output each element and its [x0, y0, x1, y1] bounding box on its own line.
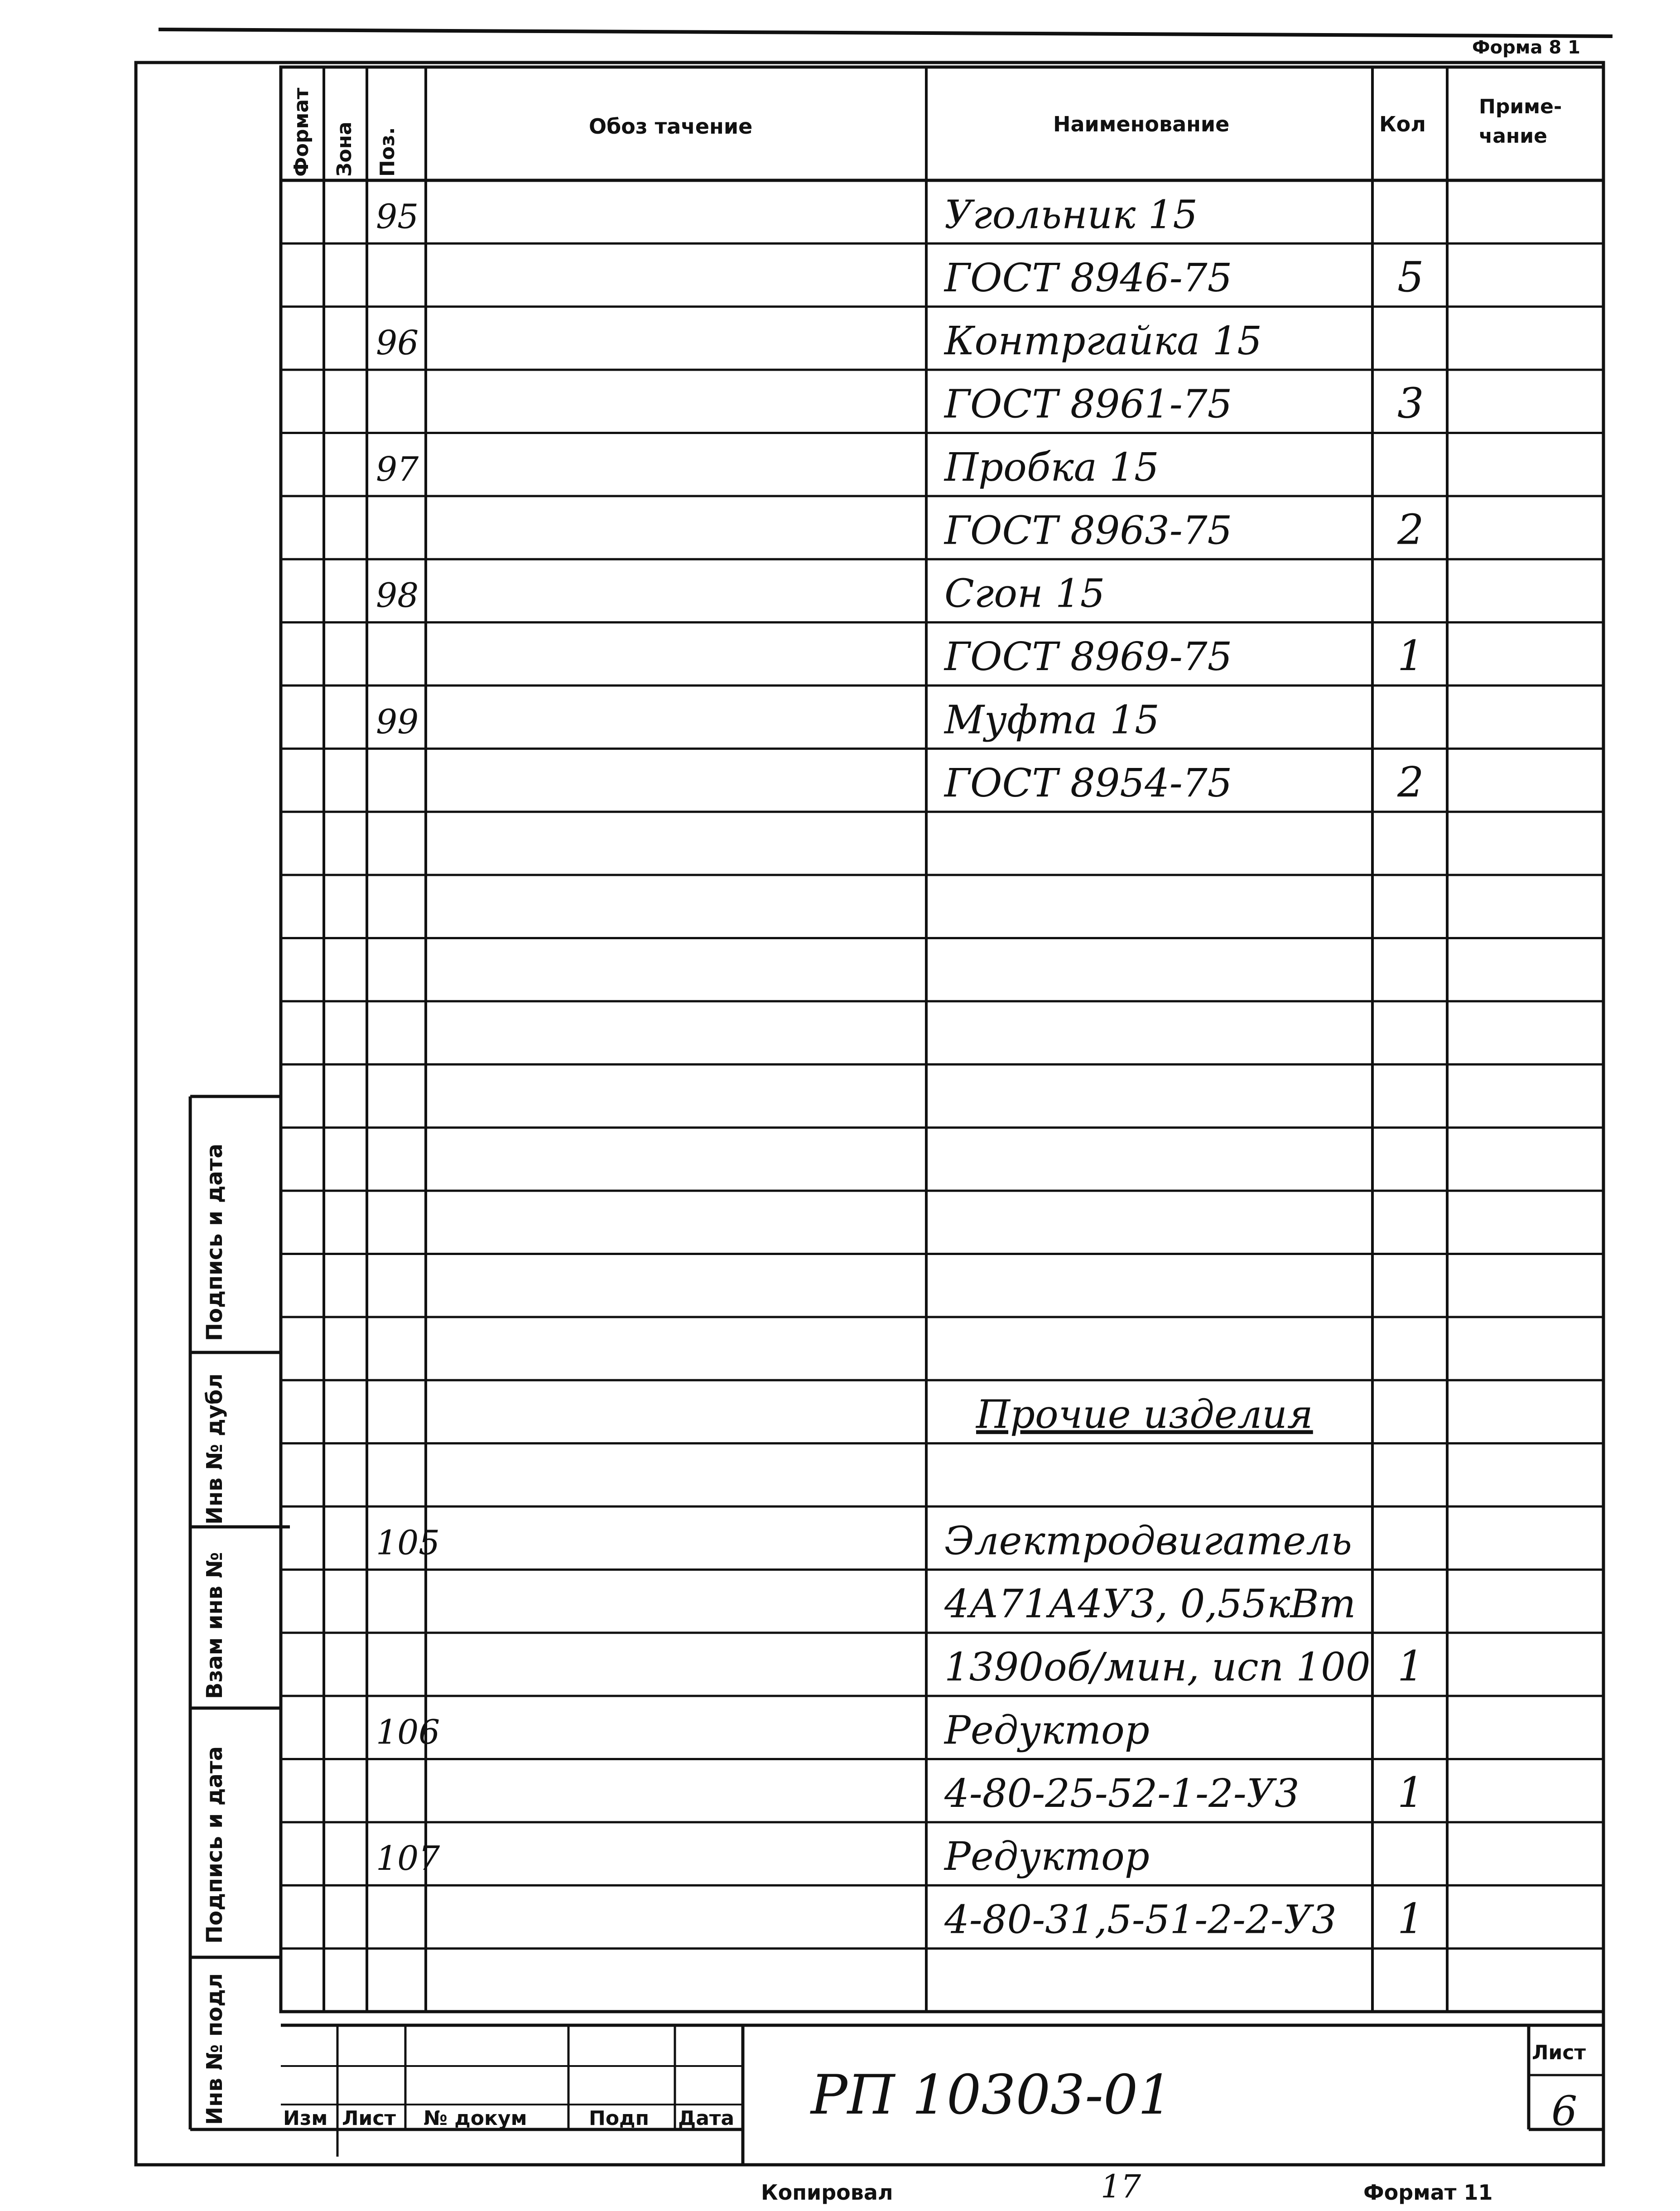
side-strip — [190, 1096, 290, 2129]
row-name: Электродвигатель — [944, 1518, 1352, 1564]
side-label-inv-podl: Инв № подл — [202, 1973, 227, 2125]
sheet-label: Лист — [1532, 2041, 1586, 2064]
footer-copied-label: Копировал — [761, 2180, 893, 2205]
header-format: Формат — [290, 87, 313, 177]
row-position: 96 — [376, 323, 419, 363]
row-name: ГОСТ 8946-75 — [944, 255, 1232, 301]
outer-frame — [136, 63, 1603, 2165]
footer-format: Формат 11 — [1363, 2180, 1493, 2205]
row-quantity: 2 — [1397, 505, 1424, 554]
row-name: 4А71А4У3, 0,55кВт — [944, 1581, 1356, 1627]
title-block — [281, 2025, 1603, 2165]
row-position: 97 — [376, 449, 419, 489]
header-name: Наименование — [1053, 112, 1230, 136]
header-designation: Обоз тачение — [589, 114, 753, 139]
row-name: ГОСТ 8969-75 — [944, 634, 1232, 680]
row-quantity: 1 — [1397, 1894, 1424, 1943]
title-podp: Подп — [589, 2107, 649, 2130]
sheet-number: 6 — [1551, 2087, 1578, 2135]
row-name: Редуктор — [944, 1708, 1150, 1753]
header-zone: Зона — [333, 121, 356, 177]
title-izm: Изм — [283, 2107, 328, 2130]
side-label-inv-dubl: Инв № дубл — [202, 1373, 227, 1525]
row-name: Муфта 15 — [944, 697, 1160, 743]
row-position: 106 — [376, 1713, 440, 1752]
row-position: 98 — [376, 576, 419, 615]
side-label-sign-date-top: Подпись и дата — [202, 1144, 227, 1341]
table-grid — [281, 67, 1603, 2012]
table-rows — [376, 192, 1424, 1943]
row-quantity: 1 — [1397, 1768, 1424, 1817]
row-quantity: 5 — [1397, 252, 1424, 301]
header-note-line2: чание — [1479, 125, 1547, 148]
title-data: Дата — [678, 2107, 735, 2130]
row-name: ГОСТ 8954-75 — [944, 760, 1232, 806]
row-name: 4-80-31,5-51-2-2-У3 — [944, 1897, 1337, 1943]
row-name: Редуктор — [944, 1834, 1150, 1880]
header-position: Поз. — [376, 127, 399, 177]
row-name: 4-80-25-52-1-2-У3 — [944, 1771, 1300, 1816]
row-name: Прочие изделия — [976, 1392, 1313, 1438]
side-label-sign-date-bottom: Подпись и дата — [202, 1746, 227, 1944]
row-name: Угольник 15 — [944, 192, 1198, 238]
row-name: 1390об/мин, исп 100 — [944, 1645, 1371, 1690]
row-name: Сгон 15 — [944, 571, 1105, 617]
row-quantity: 2 — [1397, 758, 1424, 806]
row-name: Пробка 15 — [944, 444, 1159, 490]
row-quantity: 3 — [1397, 379, 1424, 428]
row-quantity: 1 — [1397, 1642, 1424, 1691]
inner-frame — [281, 67, 1603, 2012]
row-name: Контргайка 15 — [944, 319, 1262, 364]
header-quantity: Кол — [1379, 112, 1426, 136]
form-label: Форма 8 1 — [1472, 37, 1580, 58]
title-list: Лист — [342, 2107, 396, 2130]
footer-copied-value: 17 — [1101, 2168, 1141, 2205]
title-doc-no: № докум — [424, 2107, 527, 2130]
top-edge-line — [159, 29, 1613, 36]
row-position: 105 — [376, 1523, 440, 1563]
row-position: 107 — [376, 1839, 440, 1878]
row-name: ГОСТ 8961-75 — [944, 381, 1232, 427]
row-name: ГОСТ 8963-75 — [944, 508, 1232, 554]
document-designation: РП 10303-01 — [811, 2064, 1173, 2127]
footer — [761, 2168, 1492, 2205]
row-position: 95 — [376, 197, 419, 237]
row-position: 99 — [376, 702, 419, 742]
side-label-vzam-inv: Взам инв № — [202, 1552, 227, 1699]
header-note-line1: Приме- — [1479, 95, 1562, 118]
row-quantity: 1 — [1397, 632, 1424, 681]
